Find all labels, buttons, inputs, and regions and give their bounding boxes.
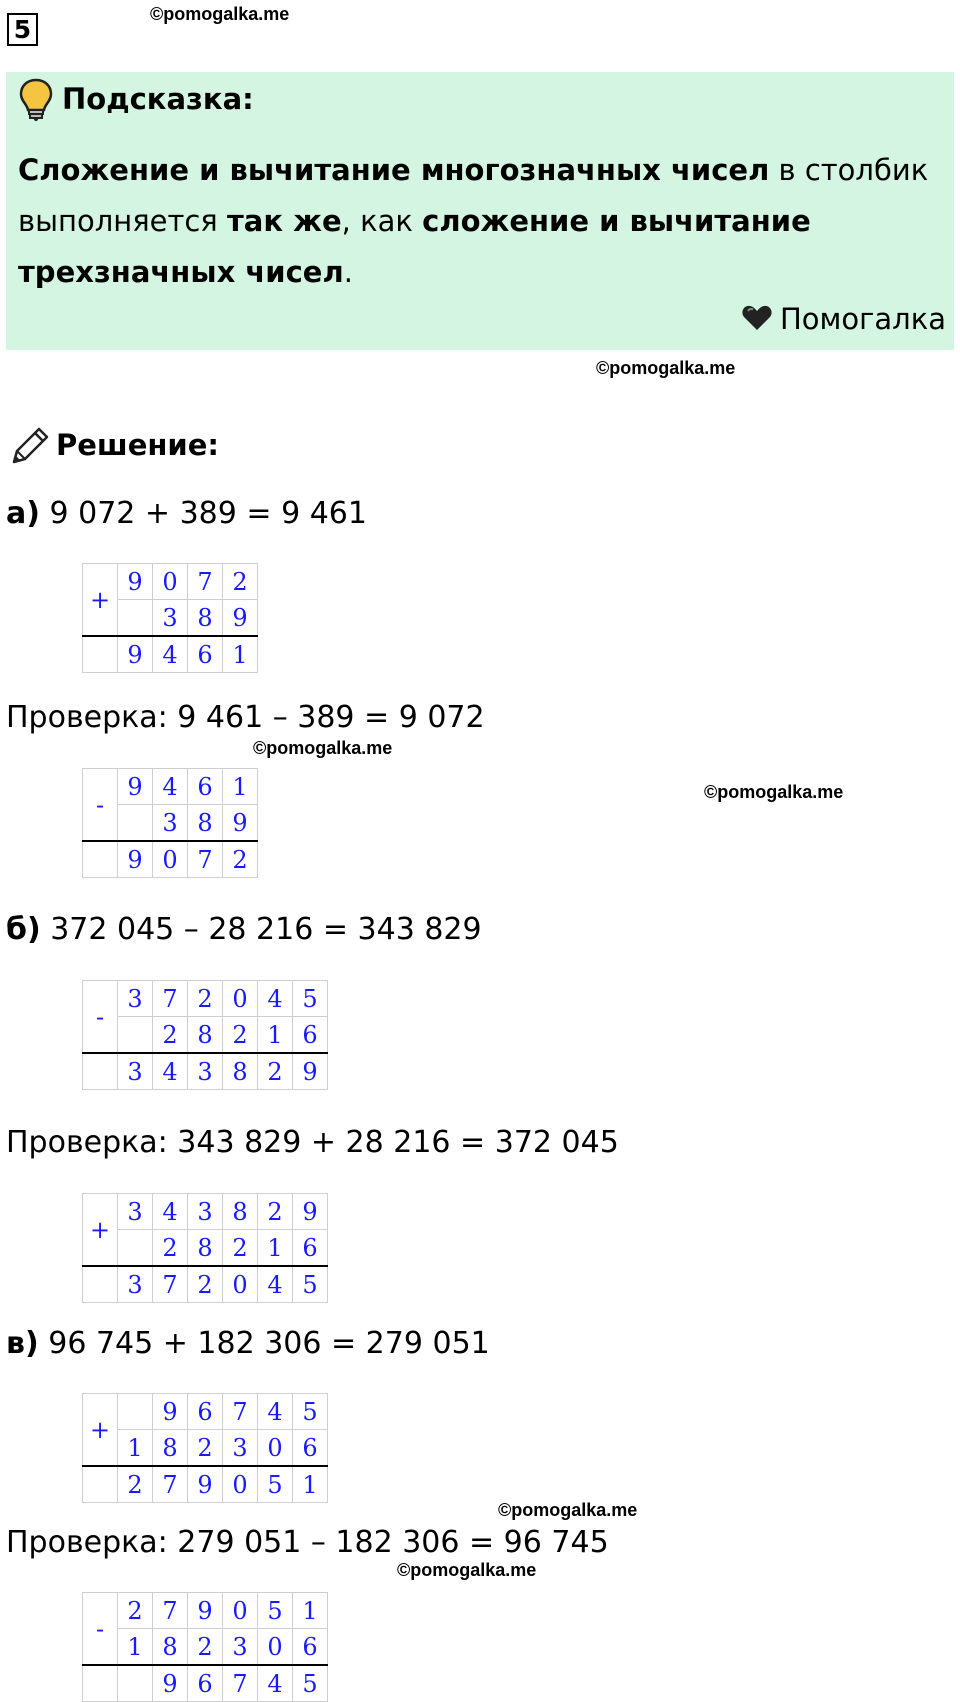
digit-cell: 5 xyxy=(258,1593,293,1629)
digit-cell: 5 xyxy=(293,1266,328,1303)
digit-cell: 5 xyxy=(293,1665,328,1702)
digit-cell xyxy=(118,1665,153,1702)
digit-cell: 9 xyxy=(188,1593,223,1629)
check-a: Проверка: 9 461 – 389 = 9 072 xyxy=(6,700,485,735)
digit-cell: 7 xyxy=(223,1665,258,1702)
digit-cell: 7 xyxy=(188,841,223,878)
digit-cell: 6 xyxy=(188,1394,223,1430)
digit-cell: 4 xyxy=(153,1053,188,1090)
digit-cell: 3 xyxy=(118,1194,153,1230)
operand-row xyxy=(83,1629,328,1666)
digit-cell: 3 xyxy=(118,1053,153,1090)
example-a xyxy=(6,496,367,531)
digit-cell: 7 xyxy=(153,1466,188,1503)
digit-cell: 6 xyxy=(188,636,223,673)
digit-cell: 2 xyxy=(188,1266,223,1303)
digit-cell: 0 xyxy=(153,841,188,878)
digit-cell: 9 xyxy=(118,841,153,878)
check-c: Проверка: 279 051 – 182 306 = 96 745 xyxy=(6,1525,609,1560)
watermark: ©pomogalka.me xyxy=(704,782,844,802)
column-check-b xyxy=(82,1193,328,1303)
digit-cell: 7 xyxy=(223,1394,258,1430)
digit-cell: 2 xyxy=(118,1593,153,1629)
digit-cell: 8 xyxy=(223,1194,258,1230)
operand-row xyxy=(83,769,258,805)
digit-cell: 7 xyxy=(188,564,223,600)
heart-icon xyxy=(742,305,772,331)
column-calc-a xyxy=(82,563,258,673)
task-number: 5 xyxy=(7,13,38,46)
operation-sign: + xyxy=(83,564,118,637)
hint-bold-2: так же xyxy=(226,204,342,238)
digit-cell: 1 xyxy=(258,1017,293,1054)
watermark: ©pomogalka.me xyxy=(596,358,736,378)
brand-signature xyxy=(742,302,946,336)
operation-sign: + xyxy=(83,1194,118,1267)
example-b xyxy=(6,912,482,947)
digit-cell: 6 xyxy=(293,1230,328,1267)
digit-cell: 2 xyxy=(258,1194,293,1230)
watermark: ©pomogalka.me xyxy=(498,1500,638,1520)
expr-a: 9 072 + 389 = 9 461 xyxy=(39,496,367,531)
empty-cell xyxy=(83,1466,118,1503)
digit-cell: 5 xyxy=(293,981,328,1017)
watermark: ©pomogalka.me xyxy=(397,1560,537,1580)
digit-cell xyxy=(118,805,153,842)
label-a: а) xyxy=(6,496,40,531)
digit-cell: 0 xyxy=(258,1629,293,1666)
digit-cell: 1 xyxy=(223,769,258,805)
label-b: б) xyxy=(6,912,41,947)
digit-cell: 2 xyxy=(223,564,258,600)
brand-name: Помогалка xyxy=(780,302,946,336)
hint-text-2: , как xyxy=(341,204,423,238)
example-c xyxy=(6,1326,490,1361)
digit-cell: 1 xyxy=(223,636,258,673)
digit-cell: 1 xyxy=(293,1593,328,1629)
digit-cell: 5 xyxy=(258,1466,293,1503)
hint-bold-1: Сложение и вычитание многозначных чисел xyxy=(18,153,770,187)
digit-cell xyxy=(118,1394,153,1430)
digit-cell: 1 xyxy=(118,1629,153,1666)
result-row xyxy=(83,841,258,878)
digit-cell: 3 xyxy=(153,600,188,637)
digit-cell: 3 xyxy=(118,1266,153,1303)
digit-cell: 4 xyxy=(258,1394,293,1430)
empty-cell xyxy=(83,1266,118,1303)
digit-cell: 2 xyxy=(223,1230,258,1267)
digit-cell: 7 xyxy=(153,1593,188,1629)
empty-cell xyxy=(83,1665,118,1702)
digit-cell: 9 xyxy=(118,636,153,673)
digit-cell: 4 xyxy=(258,981,293,1017)
operation-sign: - xyxy=(83,1593,118,1666)
operation-sign: - xyxy=(83,981,118,1054)
operand-row xyxy=(83,981,328,1017)
digit-cell: 2 xyxy=(153,1230,188,1267)
watermark: ©pomogalka.me xyxy=(253,738,393,758)
digit-cell: 2 xyxy=(188,1430,223,1467)
digit-cell: 5 xyxy=(293,1394,328,1430)
digit-cell: 0 xyxy=(223,981,258,1017)
digit-cell: 7 xyxy=(153,981,188,1017)
operand-row xyxy=(83,1230,328,1267)
lightbulb-icon xyxy=(18,78,54,122)
digit-cell: 2 xyxy=(188,981,223,1017)
digit-cell: 2 xyxy=(118,1466,153,1503)
digit-cell xyxy=(118,1017,153,1054)
operand-row xyxy=(83,564,258,600)
operand-row xyxy=(83,1593,328,1629)
digit-cell: 1 xyxy=(293,1466,328,1503)
result-row xyxy=(83,636,258,673)
digit-cell: 7 xyxy=(153,1266,188,1303)
digit-cell: 2 xyxy=(188,1629,223,1666)
digit-cell: 2 xyxy=(223,841,258,878)
digit-cell: 8 xyxy=(188,1017,223,1054)
digit-cell: 9 xyxy=(118,769,153,805)
empty-cell xyxy=(83,636,118,673)
expr-b: 372 045 – 28 216 = 343 829 xyxy=(40,912,482,947)
digit-cell: 3 xyxy=(188,1194,223,1230)
digit-cell: 2 xyxy=(153,1017,188,1054)
operation-sign: - xyxy=(83,769,118,842)
digit-cell: 4 xyxy=(153,1194,188,1230)
digit-cell: 0 xyxy=(153,564,188,600)
empty-cell xyxy=(83,1053,118,1090)
digit-cell: 3 xyxy=(153,805,188,842)
digit-cell: 1 xyxy=(118,1430,153,1467)
digit-cell: 6 xyxy=(188,1665,223,1702)
digit-cell: 8 xyxy=(153,1430,188,1467)
hint-text-1: в столбик выполняется xyxy=(18,153,929,238)
check-b: Проверка: 343 829 + 28 216 = 372 045 xyxy=(6,1125,619,1160)
digit-cell: 8 xyxy=(188,600,223,637)
operation-sign: + xyxy=(83,1394,118,1467)
operand-row xyxy=(83,1430,328,1467)
column-calc-b xyxy=(82,980,328,1090)
digit-cell xyxy=(118,1230,153,1267)
hint-text xyxy=(18,145,938,298)
digit-cell: 3 xyxy=(223,1629,258,1666)
digit-cell: 4 xyxy=(258,1665,293,1702)
watermark: ©pomogalka.me xyxy=(150,4,290,24)
digit-cell: 8 xyxy=(188,805,223,842)
result-row xyxy=(83,1266,328,1303)
digit-cell: 4 xyxy=(153,636,188,673)
digit-cell: 0 xyxy=(223,1593,258,1629)
pencil-icon xyxy=(8,424,52,468)
digit-cell: 3 xyxy=(223,1430,258,1467)
digit-cell: 4 xyxy=(258,1266,293,1303)
column-check-a xyxy=(82,768,258,878)
digit-cell: 3 xyxy=(118,981,153,1017)
digit-cell: 1 xyxy=(258,1230,293,1267)
digit-cell: 0 xyxy=(223,1266,258,1303)
digit-cell: 9 xyxy=(223,600,258,637)
label-c: в) xyxy=(6,1326,39,1361)
digit-cell: 9 xyxy=(188,1466,223,1503)
digit-cell: 6 xyxy=(293,1629,328,1666)
expr-c: 96 745 + 182 306 = 279 051 xyxy=(38,1326,490,1361)
digit-cell: 6 xyxy=(188,769,223,805)
column-calc-c xyxy=(82,1393,328,1503)
digit-cell: 8 xyxy=(188,1230,223,1267)
digit-cell: 6 xyxy=(293,1430,328,1467)
solution-title: Решение: xyxy=(56,428,220,462)
digit-cell xyxy=(118,600,153,637)
digit-cell: 9 xyxy=(293,1194,328,1230)
digit-cell: 8 xyxy=(223,1053,258,1090)
result-row xyxy=(83,1466,328,1503)
digit-cell: 9 xyxy=(223,805,258,842)
digit-cell: 3 xyxy=(188,1053,223,1090)
operand-row xyxy=(83,1194,328,1230)
digit-cell: 9 xyxy=(153,1394,188,1430)
digit-cell: 2 xyxy=(258,1053,293,1090)
column-check-c xyxy=(82,1592,328,1702)
operand-row xyxy=(83,1394,328,1430)
digit-cell: 9 xyxy=(293,1053,328,1090)
hint-bold-3: сложение и вычитание трехзначных чисел xyxy=(18,204,811,289)
empty-cell xyxy=(83,841,118,878)
digit-cell: 9 xyxy=(153,1665,188,1702)
result-row xyxy=(83,1053,328,1090)
digit-cell: 0 xyxy=(223,1466,258,1503)
digit-cell: 6 xyxy=(293,1017,328,1054)
operand-row xyxy=(83,1017,328,1054)
digit-cell: 9 xyxy=(118,564,153,600)
digit-cell: 8 xyxy=(153,1629,188,1666)
hint-title: Подсказка: xyxy=(62,82,254,116)
result-row xyxy=(83,1665,328,1702)
digit-cell: 0 xyxy=(258,1430,293,1467)
hint-text-3: . xyxy=(343,255,353,289)
digit-cell: 2 xyxy=(223,1017,258,1054)
digit-cell: 4 xyxy=(153,769,188,805)
